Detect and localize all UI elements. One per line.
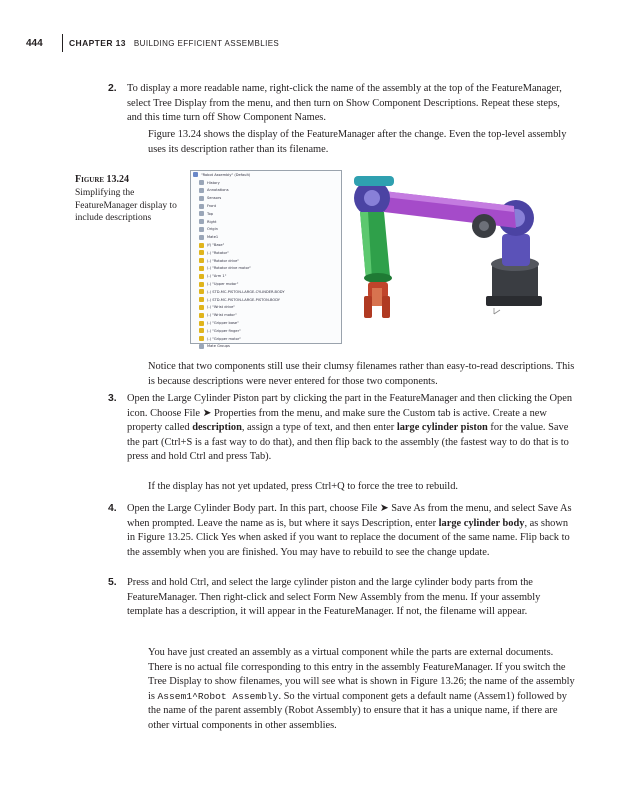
tree-item-label: (-) "Upper motor" [207, 282, 239, 287]
step-text: To display a more readable name, right-click the name of the assembly at the top of the FeatureManager, select Tree Display from the menu, and then turn on Show Component Descriptions. Repeat these steps, and this time turn off Show Component Names. [127, 83, 562, 124]
rebuild-paragraph: If the display has not yet updated, press Ctrl+Q to force the tree to rebuild. [148, 481, 458, 492]
step-5 [108, 576, 577, 620]
figure-number: Figure 13.24 [75, 174, 130, 185]
part-icon [199, 321, 204, 326]
tree-item-label: (-) "Wrist motor" [207, 313, 237, 318]
tree-item[interactable] [191, 304, 341, 312]
tree-item[interactable] [191, 257, 341, 265]
part-icon [199, 282, 204, 287]
robot-cylinder [360, 212, 392, 283]
feature-icon [199, 211, 204, 216]
featuremanager-tree [190, 170, 342, 349]
tree-item-label: (-) "Wrist drive" [207, 305, 235, 310]
tree-item-label: (-) "Arm 1" [207, 274, 227, 279]
step-number: 3. [108, 393, 117, 404]
feature-icon [199, 227, 204, 232]
tree-item[interactable] [191, 218, 341, 226]
step-text-part: Properties from the menu, and make sure the Custom tab is active. Create a new property called [127, 407, 547, 434]
bold-term: large cylinder body [438, 517, 525, 529]
part-icon [199, 258, 204, 263]
tree-item[interactable] [191, 327, 341, 335]
step-text-part: , as shown in Figure 13.25. Click Yes when asked if you want to replace the document of the same name. Flip back to the assembly when you are finished. You may have to rebuild to see the change update. [127, 517, 570, 558]
robot-assembly-illustration [344, 168, 560, 340]
chapter-title: BUILDING EFFICIENT ASSEMBLIES [133, 38, 280, 48]
menu-arrow-icon: ➤ [379, 503, 389, 514]
assembly-icon [193, 172, 198, 177]
step-text-part: Open the Large Cylinder Piston part by clicking the part in the FeatureManager and then clicking the Open icon. Choose File [127, 393, 573, 419]
tree-item-label: (-) "Rotator drive" [207, 258, 240, 263]
robot-gripper [364, 282, 390, 318]
chapter-label: CHAPTER 13 [69, 38, 126, 48]
tree-item-label: Top [207, 211, 214, 216]
part-icon [199, 250, 204, 255]
tree-item-label: (-) STD-MC-PISTON-LARGE-PISTON-BODY [207, 297, 280, 302]
part-icon [199, 274, 204, 279]
tree-item[interactable] [191, 288, 341, 296]
step-text-part: , assign a type of text, and then enter [241, 422, 397, 434]
tree-item[interactable] [191, 226, 341, 234]
tree-item[interactable] [191, 272, 341, 280]
notice-paragraph: Notice that two components still use their clumsy filenames rather than easy-to-read descriptions. This is because descriptions were never entered for those two components. [148, 361, 575, 387]
tree-item-label: "Robot Assembly" (Default) [201, 172, 251, 177]
tree-item[interactable] [191, 280, 341, 288]
running-header [26, 35, 279, 51]
tree-item-label: Annotations [207, 188, 229, 193]
tree-item[interactable] [191, 233, 341, 241]
step-text-part: for the value. Save the part (Ctrl+S is a fast way to do that), and then flip back to the assembly (the fastest way to do that is to press and hold Ctrl and press Tab). [127, 422, 569, 463]
axis-triad-icon [494, 308, 500, 314]
assembly-name-code: Assem1^Robot Assembly [157, 690, 279, 702]
part-icon [199, 266, 204, 271]
step-number: 5. [108, 577, 117, 588]
feature-icon [199, 196, 204, 201]
tree-item-label: Sensors [207, 196, 222, 201]
header-divider [62, 34, 63, 52]
feature-icon [199, 180, 204, 185]
tree-item[interactable] [191, 311, 341, 319]
tree-item[interactable] [191, 241, 341, 249]
tree-item-label: (-) "Gripper finger" [207, 328, 241, 333]
figure-intro-paragraph: Figure 13.24 shows the display of the FeatureManager after the change. Even the top-level assembly uses its description rather than its filename. [148, 129, 567, 155]
part-icon [199, 243, 204, 248]
feature-icon [199, 204, 204, 209]
step-2 [108, 82, 577, 126]
part-icon [199, 328, 204, 333]
paragraph-text-part: . So the virtual component gets a default name (Assem1) followed by the name of the parent assembly (Robot Assembly) to ensure that it has a unique name, if there are other virtual components in other assemblies. [148, 690, 567, 731]
step-number: 4. [108, 503, 117, 514]
tree-item[interactable] [191, 296, 341, 304]
part-icon [199, 305, 204, 310]
tree-item-label: History [207, 180, 220, 185]
tree-item-label: (-) "Gripper base" [207, 321, 239, 326]
feature-icon [199, 219, 204, 224]
tree-item[interactable] [191, 187, 341, 195]
tree-item-label: Origin [207, 227, 218, 232]
part-icon [199, 289, 204, 294]
feature-icon [199, 344, 204, 349]
tree-item[interactable] [191, 202, 341, 210]
tree-item-label: (-) STD-MC-PISTON-LARGE-CYLINDER-BODY [207, 289, 285, 294]
step-4 [108, 502, 577, 560]
tree-item-label: (-) "Gripper motor" [207, 336, 241, 341]
tree-item-label: (-) "Rotator" [207, 250, 229, 255]
bold-term: description [192, 422, 242, 434]
part-icon [199, 313, 204, 318]
tree-item-label: Mate1 [207, 235, 219, 240]
menu-arrow-icon: ➤ [202, 407, 212, 419]
paragraph-text-part: You have just created an assembly as a virtual component while the parts are external documents. There is no actual file corresponding to this entry in the assembly FeatureManager. If you switch the Tree Display to show filenames, you will see what is shown in Figure 13.26; the name of the assembly is [148, 647, 575, 702]
tree-item[interactable] [191, 179, 341, 187]
figure-caption [75, 174, 187, 225]
step-3 [108, 392, 577, 465]
tree-item-label: Front [207, 204, 217, 209]
tree-item[interactable] [191, 171, 341, 179]
feature-icon [199, 188, 204, 193]
tree-item[interactable] [191, 335, 341, 343]
tree-item[interactable] [191, 343, 341, 351]
step-number: 2. [108, 83, 117, 94]
part-icon [199, 336, 204, 341]
page-number: 444 [26, 37, 43, 49]
bold-term: large cylinder piston [396, 422, 488, 434]
step-text-part: Save As from the menu, and select Save As when prompted. Leave the name as is, but where it says Description, enter [127, 503, 572, 529]
feature-icon [199, 235, 204, 240]
step-text-part: Open the Large Cylinder Body part. In this part, choose File [127, 503, 380, 514]
part-icon [199, 297, 204, 302]
tree-item-label: (f) "Base" [207, 243, 225, 248]
robot-arm [374, 190, 516, 238]
tree-item[interactable] [191, 210, 341, 218]
step-text: Press and hold Ctrl, and select the large cylinder piston and the large cylinder body parts from the FeatureManager. Then right-click and select Form New Assembly from the menu. If your assembly template has a description, it will appear in the FeatureManager. If not, the filename will appear. [127, 577, 541, 618]
tree-item[interactable] [191, 319, 341, 327]
tree-item-label: Right [207, 219, 217, 224]
tree-item[interactable] [191, 249, 341, 257]
tree-item-label: (-) "Rotator drive motor" [207, 266, 251, 271]
virtual-component-paragraph [148, 646, 578, 734]
tree-item[interactable] [191, 194, 341, 202]
tree-item-label: Mate Groups [207, 344, 230, 349]
tree-item[interactable] [191, 265, 341, 273]
figure-caption-text: Simplifying the FeatureManager display to include descriptions [75, 188, 177, 224]
